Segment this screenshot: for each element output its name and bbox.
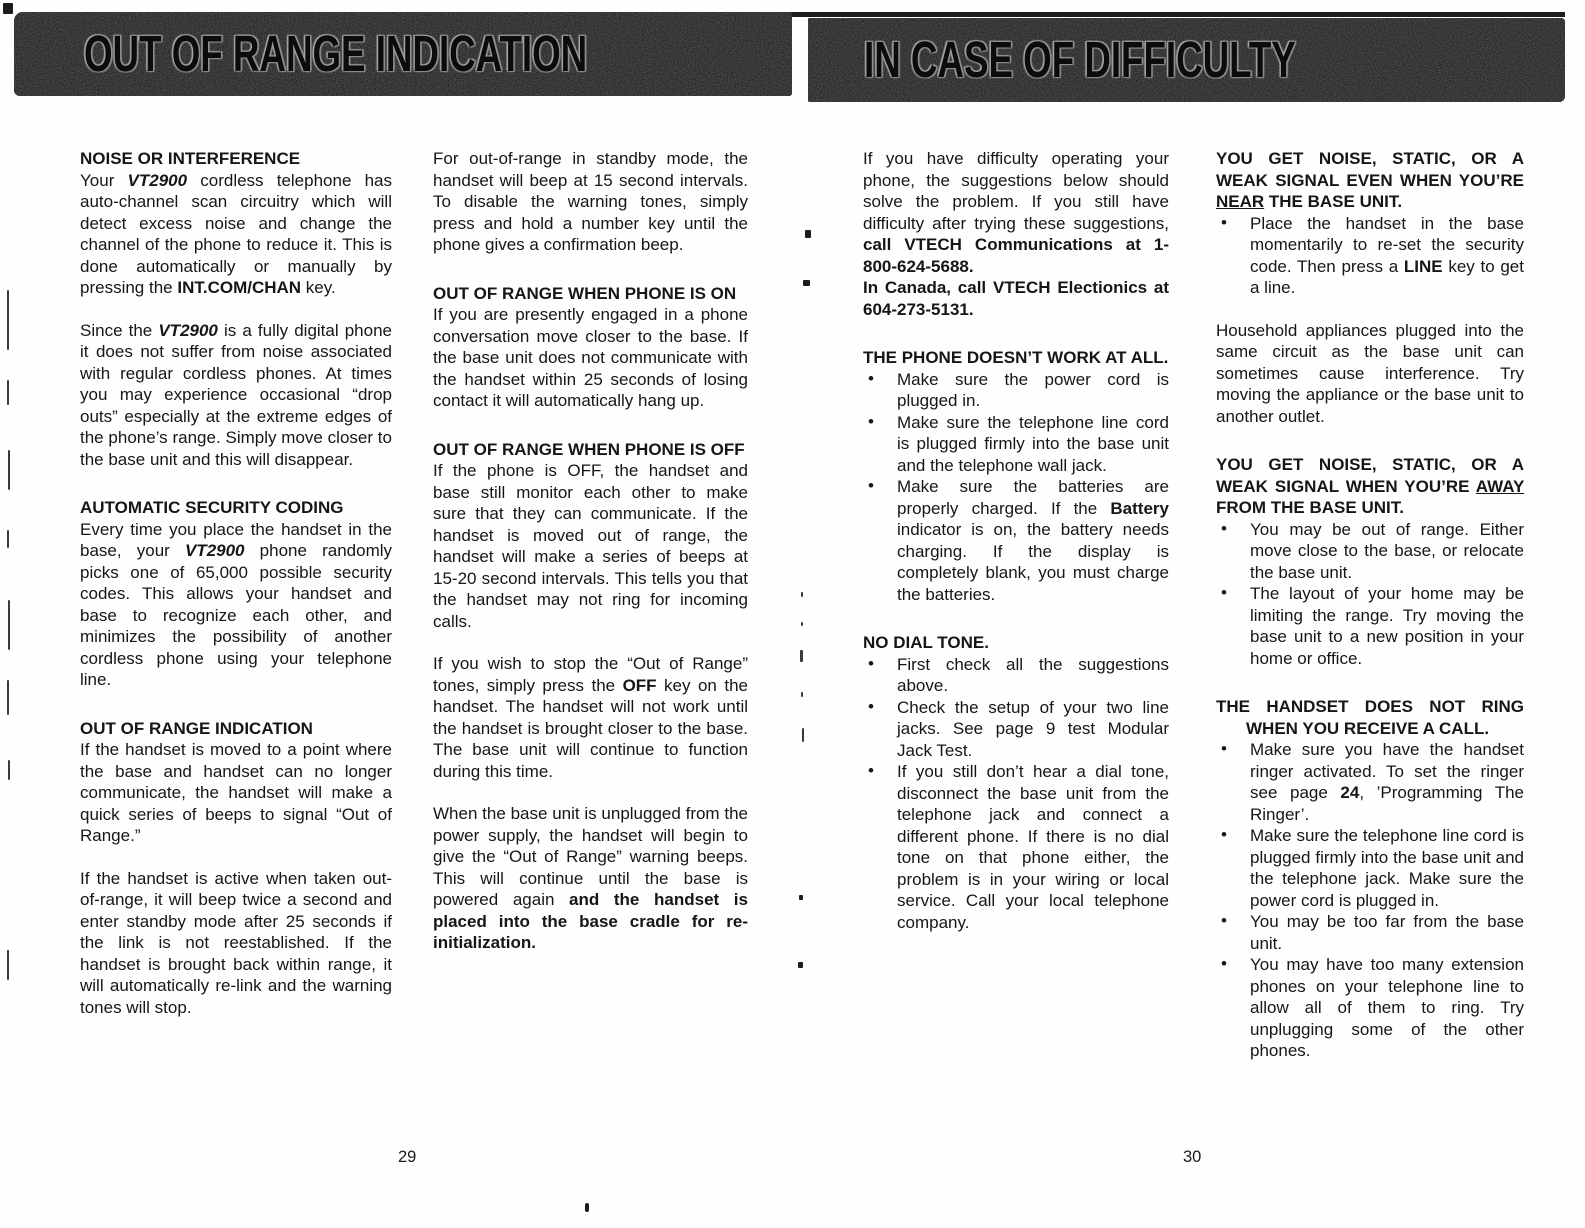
text-segment: Your <box>80 170 128 190</box>
text-segment: Make sure you have the handset ringer activated. To set the ringer see page <box>1250 740 1524 802</box>
text-segment: If you are presently engaged in a phone conversation move closer to the base. If the base unit does not communicate with the handset within 25 seconds of losing contact it will automatically hang up. <box>433 305 748 410</box>
text-segment: VT2900 <box>127 170 188 190</box>
text-segment: AWAY <box>1475 476 1524 496</box>
page-right-column-2 <box>1216 148 1524 1062</box>
scan-artifact <box>805 230 811 238</box>
text-segment: Make sure the telephone line cord is plugged firmly into the base unit and the telephone wall jack. <box>897 412 1169 475</box>
text-segment: phone randomly picks one of 65,000 possible security codes. This allows your handset and base to recognize each other, and minimizes the possibility of another cordless phone using your telephone line. <box>80 541 393 689</box>
scan-artifact <box>801 692 803 697</box>
bullet-item <box>1216 954 1524 1062</box>
text-segment: For out-of-range in standby mode, the handset will beep at 15 second intervals. To disable the warning tones, simply press and hold a number key until the phone gives a confirmation beep. <box>433 149 748 254</box>
text-segment: THE HANDSET DOES NOT RING WHEN YOU RECEIVE A CALL. <box>1216 697 1524 738</box>
text-segment: INT.COM/CHAN <box>177 278 302 297</box>
text-segment: If the handset is active when taken out-of-range, it will beep twice a second and enter standby mode after 25 seconds if the link is not reestablished. If the handset is brought back within range, it will automatically re-link and the warning tones will stop. <box>80 868 392 1017</box>
text-segment: cordless telephone has auto-channel scan circuitry which will detect excess noise and change the channel of the phone to reduce it. This is done automatically or manually by pressing the <box>80 170 392 297</box>
scan-artifact <box>800 650 803 662</box>
bullet-item <box>863 369 1169 412</box>
bullet-dot-icon: • <box>868 761 874 780</box>
bullet-dot-icon: • <box>868 368 874 388</box>
page-left-column-1 <box>80 148 392 1018</box>
text-segment: THE PHONE DOESN’T WORK AT ALL. <box>863 348 1169 367</box>
scan-artifact <box>8 600 10 650</box>
scan-artifact <box>7 680 9 715</box>
bullet-list <box>1216 213 1524 299</box>
paragraph <box>433 803 748 954</box>
text-segment: NO DIAL TONE. <box>863 633 989 652</box>
text-segment: is a fully digital phone it does not suffer from noise associated with regular cordless phones. At times you may experience occasional “drop outs” especially at the extreme edges of the phone’s range. Simply move closer to the base unit and this will disappear. <box>80 320 392 469</box>
text-segment: Household appliances plugged into the same circuit as the base unit can sometimes cause interference. Try moving the appliance or the base unit to another outlet. <box>1216 320 1524 426</box>
section-heading <box>80 718 392 740</box>
header-bar-left <box>14 12 792 96</box>
section-heading <box>80 497 392 519</box>
text-segment: You may be out of range. Either move close to the base, or relocate the base unit. <box>1250 519 1524 582</box>
paragraph <box>80 739 392 847</box>
bullet-dot-icon: • <box>1221 212 1227 232</box>
paragraph <box>433 304 748 412</box>
bullet-dot-icon: • <box>1221 583 1227 602</box>
scan-artifact <box>799 895 803 900</box>
bullet-dot-icon: • <box>1221 911 1227 930</box>
paragraph <box>80 519 392 691</box>
text-segment: YOU GET NOISE, STATIC, OR A WEAK SIGNAL EVEN WHEN YOU’RE <box>1216 149 1524 190</box>
text-segment: The layout of your home may be limiting the range. Try moving the base unit to a new position in your home or office. <box>1250 584 1524 668</box>
page-left-header-title: OUT OF RANGE INDICATION <box>84 25 588 82</box>
bullet-item <box>863 412 1169 477</box>
section-heading <box>80 148 392 170</box>
scan-artifact <box>7 950 9 980</box>
scan-artifact <box>7 530 9 548</box>
text-segment: If you wish to stop the “Out of Range” tones, simply press the <box>433 654 748 695</box>
bullet-list <box>863 369 1169 606</box>
scan-artifact <box>7 380 9 405</box>
text-segment: key to get a line. <box>1250 256 1524 297</box>
text-segment: If the handset is moved to a point where the base and handset can no longer communicate, the handset will make a quick series of beeps to signal “Out of Range.” <box>80 740 392 845</box>
bullet-dot-icon: • <box>868 653 874 673</box>
paragraph <box>433 653 748 782</box>
bullet-list <box>1216 519 1524 670</box>
text-segment: AUTOMATIC SECURITY CODING <box>80 498 344 517</box>
page-right-header-title: IN CASE OF DIFFICULTY <box>864 31 1296 88</box>
text-segment: key. <box>301 278 336 297</box>
text-segment: 24 <box>1340 783 1360 802</box>
bullet-dot-icon: • <box>868 411 874 431</box>
section-heading <box>1216 454 1524 519</box>
paragraph <box>863 148 1169 277</box>
bullet-item <box>1216 825 1524 911</box>
paragraph <box>80 170 392 299</box>
scan-artifact <box>3 3 13 14</box>
page-left-column-2 <box>433 148 748 954</box>
bullet-item <box>1216 739 1524 825</box>
text-segment: FROM THE BASE UNIT. <box>1216 498 1404 517</box>
text-segment: THE BASE UNIT. <box>1264 192 1403 211</box>
bullet-dot-icon: • <box>868 476 874 495</box>
text-segment: Every time you place the handset in the base, your <box>80 519 392 560</box>
scan-artifact <box>585 1203 589 1212</box>
text-segment: If the phone is OFF, the handset and base still monitor each other to make sure that they can communicate. If the handset is moved out of range, the handset will make a series of beeps at 15-20 second intervals. This tells you that the handset may not ring for incoming calls. <box>433 461 748 631</box>
text-segment: VT2900 <box>184 541 245 560</box>
text-segment: OUT OF RANGE WHEN PHONE IS OFF <box>433 439 745 459</box>
bullet-item <box>863 654 1169 697</box>
text-segment: Make sure the batteries are properly charged. If the <box>897 477 1169 518</box>
section-heading <box>863 347 1169 369</box>
bullet-item <box>1216 911 1524 954</box>
text-segment: VT2900 <box>158 320 218 340</box>
section-heading <box>433 439 748 461</box>
section-heading <box>433 283 748 305</box>
bullet-dot-icon: • <box>868 696 874 716</box>
text-segment: indicator is on, the battery needs charging. If the display is completely blank, you must charge the batteries. <box>897 520 1169 604</box>
bullet-list <box>1216 739 1524 1062</box>
bullet-item <box>1216 519 1524 584</box>
text-segment: OUT OF RANGE INDICATION <box>80 718 313 738</box>
text-segment: Make sure the telephone line cord is plugged firmly into the base unit and the telephone jack. Make sure the power cord is plugged in. <box>1250 826 1524 910</box>
page-number-left: 29 <box>398 1148 417 1166</box>
scan-artifact <box>8 450 10 490</box>
bullet-dot-icon: • <box>1221 739 1227 758</box>
text-segment: You may have too many extension phones on your telephone line to allow all of them to ring. Try unplugging some of the other phones. <box>1250 955 1524 1060</box>
text-segment: YOU GET NOISE, STATIC, OR A WEAK SIGNAL WHEN YOU’RE <box>1216 455 1524 496</box>
section-heading <box>1216 696 1524 739</box>
bullet-item <box>863 697 1169 762</box>
bullet-dot-icon: • <box>1221 518 1227 538</box>
scan-artifact <box>801 622 803 626</box>
bullet-dot-icon: • <box>1221 825 1227 844</box>
text-segment: You may be too far from the base unit. <box>1250 912 1524 953</box>
scan-artifact <box>7 290 9 350</box>
bullet-dot-icon: • <box>1221 954 1227 973</box>
text-segment: Make sure the power cord is plugged in. <box>897 369 1169 410</box>
bullet-item <box>1216 583 1524 669</box>
bullet-item <box>863 476 1169 605</box>
text-segment: key on the handset. The handset will not work until the handset is brought closer to the base. The base unit will continue to function during this time. <box>433 675 748 781</box>
text-segment: In Canada, call VTECH Electionics at 604-273-5131. <box>863 278 1169 319</box>
text-segment: NOISE OR INTERFERENCE <box>80 149 301 168</box>
page-number-right: 30 <box>1183 1148 1202 1166</box>
text-segment: call VTECH Communications at 1-800-624-5688. <box>863 235 1169 276</box>
text-segment: OFF <box>622 675 657 695</box>
paragraph <box>80 320 392 471</box>
text-segment: If you have difficulty operating your phone, the suggestions below should solve the problem. If you still have difficulty after trying these suggestions, <box>863 149 1169 233</box>
text-segment: Check the setup of your two line jacks. See page 9 test Modular Jack Test. <box>897 697 1169 760</box>
scan-artifact <box>8 760 10 780</box>
page-right-column-1 <box>863 148 1169 933</box>
paragraph <box>1216 320 1524 428</box>
text-segment: Battery <box>1110 498 1169 518</box>
bullet-list <box>863 654 1169 934</box>
text-segment: If you still don’t hear a dial tone, disconnect the base unit from the telephone jack and connect a different phone. If there is no dial tone on that phone either, the problem is in your wiring or local service. Call your local telephone company. <box>897 762 1169 932</box>
text-segment: Since the <box>80 320 159 340</box>
text-segment: First check all the suggestions above. <box>897 654 1169 695</box>
paragraph <box>433 148 748 256</box>
scan-artifact <box>803 280 810 286</box>
text-segment: Place the handset in the base momentarily to re-set the security code. Then press a <box>1250 213 1524 276</box>
text-segment: OUT OF RANGE WHEN PHONE IS ON <box>433 283 737 303</box>
paragraph <box>80 868 392 1019</box>
text-segment: LINE <box>1403 256 1443 276</box>
section-heading <box>1216 148 1524 213</box>
scan-artifact <box>802 728 804 742</box>
scan-artifact <box>801 592 803 597</box>
bullet-item <box>863 761 1169 933</box>
text-segment: , ’Programming The Ringer’. <box>1250 783 1524 824</box>
text-segment: When the base unit is unplugged from the power supply, the handset will begin to give the “Out of Range” warning beeps. This will continue until the base is powered again <box>433 804 748 909</box>
text-segment: NEAR <box>1216 192 1265 211</box>
text-segment: and the handset is placed into the base cradle for re-initialization. <box>433 890 748 952</box>
scan-artifact <box>798 962 803 968</box>
paragraph <box>863 277 1169 320</box>
header-bar-right <box>808 18 1565 102</box>
paragraph <box>433 460 748 632</box>
bullet-item <box>1216 213 1524 299</box>
section-heading <box>863 632 1169 654</box>
